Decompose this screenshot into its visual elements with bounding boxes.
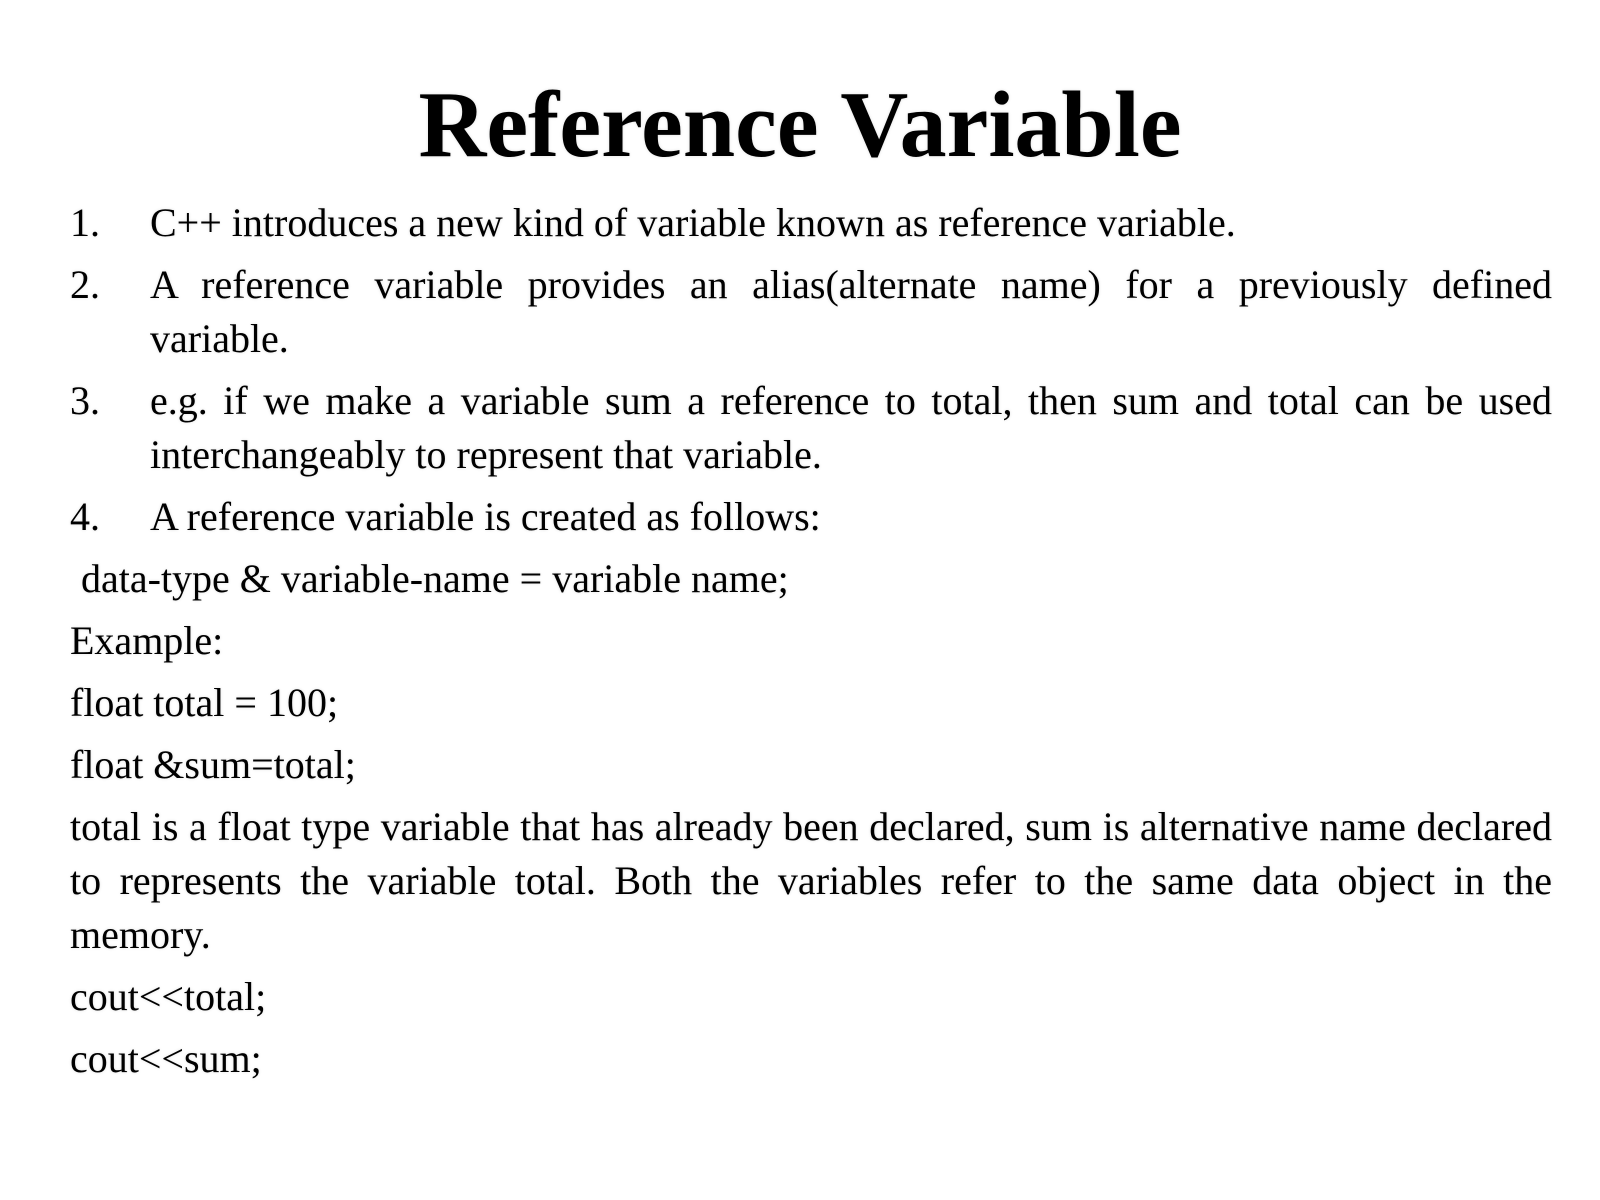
- explanation-paragraph: total is a float type variable that has already been declared, sum is alternative name declared to represents the variable total. Both the variables refer to the same data object in the memory.: [70, 804, 1552, 957]
- list-text: e.g. if we make a variable sum a reference to total, then sum and total can be used interchangeably to represent that variable.: [150, 378, 1552, 477]
- slide-content: [70, 196, 1552, 1094]
- list-number: 1.: [70, 200, 100, 245]
- code-line: cout<<sum;: [70, 1036, 262, 1081]
- syntax-line: data-type & variable-name = variable name;: [81, 556, 789, 601]
- list-number: 2.: [70, 262, 100, 307]
- list-number: 3.: [70, 378, 100, 423]
- list-item: [70, 258, 1552, 366]
- list-item: [70, 490, 1552, 544]
- list-item: [70, 374, 1552, 482]
- code-line: float &sum=total;: [70, 742, 356, 787]
- list-item: [70, 196, 1552, 250]
- example-label: Example:: [70, 618, 224, 663]
- code-line: float total = 100;: [70, 680, 339, 725]
- code-line: cout<<total;: [70, 974, 267, 1019]
- slide-title: Reference Variable: [418, 73, 1182, 177]
- list-text: A reference variable is created as follows:: [150, 494, 821, 539]
- list-text: A reference variable provides an alias(alternate name) for a previously defined variable.: [150, 262, 1552, 361]
- list-text: C++ introduces a new kind of variable known as reference variable.: [150, 200, 1236, 245]
- list-number: 4.: [70, 494, 100, 539]
